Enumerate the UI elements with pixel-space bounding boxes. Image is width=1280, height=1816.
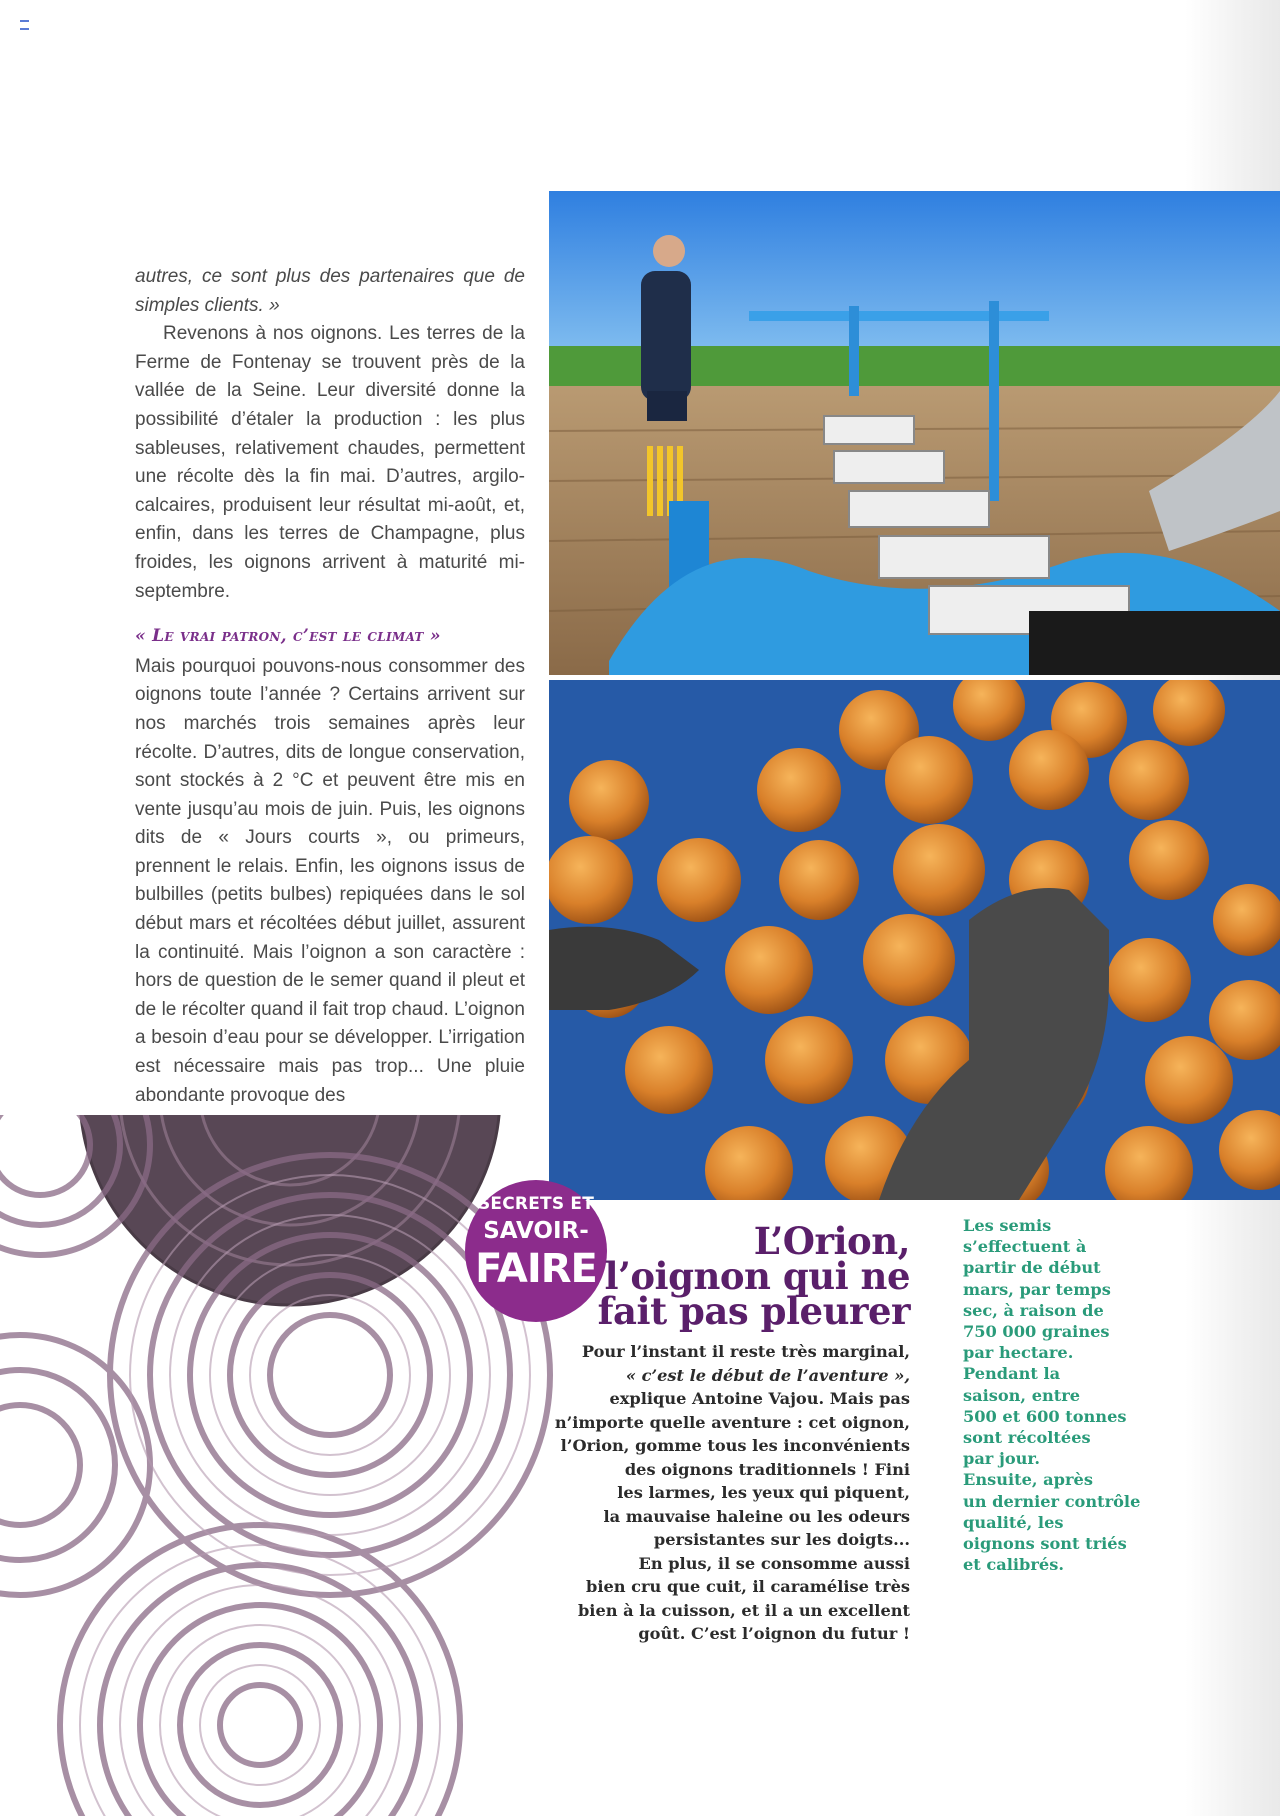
badge-line-3: FAIRE — [475, 1246, 597, 1292]
side-line: qualité, les — [963, 1512, 1064, 1532]
intro-line: des oignons traditionnels ! Fini — [624, 1459, 910, 1479]
side-line: 500 et 600 tonnes — [963, 1406, 1127, 1426]
intro-line: l’Orion, gomme tous les inconvénients — [560, 1436, 910, 1455]
side-line: un dernier contrôle — [963, 1491, 1141, 1511]
intro-line: En plus, il se consomme aussi — [638, 1553, 910, 1573]
side-line: sec, à raison de — [963, 1300, 1104, 1320]
menu-icon[interactable] — [20, 20, 29, 30]
side-line: 750 000 graines — [963, 1322, 1110, 1342]
badge-line-1: SECRETS ET — [477, 1194, 594, 1214]
section-subhead: « Le vrai patron, c’est le climat » — [135, 626, 441, 647]
article-left-column — [135, 263, 525, 1110]
side-line: partir de début — [963, 1258, 1101, 1278]
side-line: oignons sont triés — [963, 1534, 1127, 1554]
intro-line: goût. C’est l’oignon du futur ! — [638, 1624, 910, 1643]
intro-line: bien à la cuisson, et il a un excellent — [577, 1600, 910, 1620]
badge-line-2: SAVOIR- — [483, 1218, 589, 1244]
intro-line: les larmes, les yeux qui piquent, — [617, 1483, 910, 1502]
title-line-1: L’Orion, — [753, 1219, 910, 1263]
intro-line: la mauvaise haleine ou les odeurs — [603, 1506, 910, 1526]
title-line-3: fait pas pleurer — [597, 1289, 910, 1333]
side-line: Pendant la — [963, 1364, 1061, 1384]
intro-line: explique Antoine Vajou. Mais pas — [609, 1389, 910, 1408]
onions-conveyor-photo — [549, 680, 1280, 1200]
side-line: par jour. — [963, 1449, 1041, 1469]
intro-line: bien cru que cuit, il caramélise très — [586, 1577, 910, 1596]
intro-line: n’importe quelle aventure : cet oignon, — [554, 1412, 910, 1432]
side-line: s’effectuent à — [963, 1237, 1087, 1257]
paragraph-seasons: Mais pourquoi pouvons-nous consommer des oignons toute l’année ? Certains arrivent sur nos marchés trois semaines après leur récolte. D’autres, dits de longue conservation, sont stockés à 2 °C et peuvent être mis en vente jusqu’au mois de juin. Puis, les oignons dits de « Jours courts », ou primeurs, prennent le relais. Enfin, les oignons issus de bulbilles (petits bulbes) repiquées dans le sol début mars et récoltées début juillet, assurent la continuité. Mais l’oignon a son caractère : hors de question de le semer quand il pleut et de le récolter quand il fait trop chaud. L’oignon a besoin d’eau pour se développer. L’irrigation est nécessaire mais pas trop... Une pluie abondante provoque des — [135, 655, 525, 1106]
intro-line: Pour l’instant il reste très marginal, — [581, 1342, 910, 1361]
quote-continuation: autres, ce sont plus des partenaires que de simples clients. » — [135, 266, 525, 316]
secrets-savoir-faire-badge — [465, 1180, 607, 1322]
intro-line: persistantes sur les doigts... — [653, 1530, 910, 1549]
side-line: mars, par temps — [963, 1279, 1111, 1299]
orion-intro-paragraph — [530, 1340, 910, 1646]
article-title — [590, 1219, 910, 1333]
side-line: sont récoltées — [963, 1428, 1091, 1448]
intro-line: « c’est le début de l’aventure », — [625, 1365, 910, 1385]
side-line: et calibrés. — [963, 1555, 1064, 1575]
paragraph-terroir: Revenons à nos oignons. Les terres de la Ferme de Fontenay se trouvent près de la vallée de la Seine. Leur diversité donne la possibilité d’étaler la production : les plus sableuses, relativement chaudes, permettent une récolte dès la fin mai. D’autres, argilo-calcaires, produisent leur résultat mi-août, et, enfin, dans les terres de Champagne, plus froides, les oignons arrivent à maturité mi-septembre. — [135, 323, 525, 602]
farmer-seeder-photo — [549, 191, 1280, 675]
side-line: Ensuite, après — [963, 1470, 1093, 1490]
side-line: saison, entre — [963, 1385, 1081, 1405]
side-line: par hectare. — [963, 1343, 1074, 1363]
sowing-harvest-sidebar — [963, 1215, 1163, 1575]
side-line: Les semis — [963, 1216, 1052, 1235]
title-line-2: l’oignon qui ne — [604, 1254, 910, 1298]
